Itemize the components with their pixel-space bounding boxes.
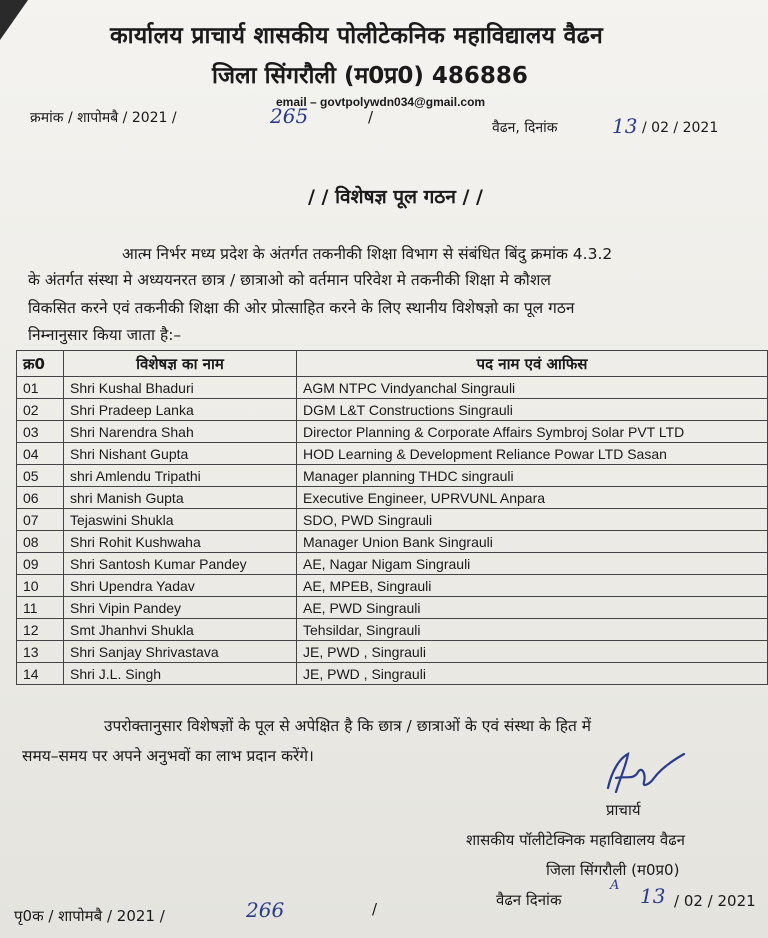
footer-reference-prefix: पृ0क / शापोमबै / 2021 / (14, 907, 165, 925)
footer-reference-number: 266 (246, 898, 285, 922)
row-expert-name: Shri J.L. Singh (64, 663, 297, 685)
reference-slash: / (368, 108, 374, 126)
row-post-office: Manager Union Bank Singrauli (297, 531, 768, 553)
row-expert-name: Shri Narendra Shah (64, 421, 297, 443)
row-serial: 05 (17, 465, 64, 487)
row-post-office: AGM NTPC Vindyanchal Singrauli (297, 377, 768, 399)
header-post-office: पद नाम एवं आफिस (297, 351, 768, 377)
table-row (17, 399, 768, 421)
row-expert-name: Shri Vipin Pandey (64, 597, 297, 619)
row-expert-name: Shri Nishant Gupta (64, 443, 297, 465)
paragraph-line-2: के अंतर्गत संस्था मे अध्ययनरत छात्र / छात्राओ को वर्तमान परिवेश मे तकनीकी शिक्षा मे कौशल (28, 271, 551, 289)
row-post-office: AE, Nagar Nigam Singrauli (297, 553, 768, 575)
row-post-office: Manager planning THDC singrauli (297, 465, 768, 487)
office-subtitle: जिला सिंगरौली (म0प्र0) 486886 (212, 63, 528, 89)
reference-prefix: क्रमांक / शापोमबै / 2021 / (30, 110, 177, 126)
header-serial: क्र0 (17, 351, 64, 377)
row-expert-name: Shri Kushal Bhaduri (64, 377, 297, 399)
table-row (17, 509, 768, 531)
row-post-office: Tehsildar, Singrauli (297, 619, 768, 641)
row-serial: 07 (17, 509, 64, 531)
row-serial: 09 (17, 553, 64, 575)
row-serial: 10 (17, 575, 64, 597)
row-post-office: AE, PWD Singrauli (297, 597, 768, 619)
signature-title: प्राचार्य (606, 801, 641, 819)
principal-signature (598, 748, 688, 800)
table-row (17, 553, 768, 575)
page-corner-shadow (0, 0, 28, 40)
table-row (17, 465, 768, 487)
row-expert-name: Smt Jhanhvi Shukla (64, 619, 297, 641)
row-post-office: Executive Engineer, UPRVUNL Anpara (297, 487, 768, 509)
subject-heading: / / विशेषज्ञ पूल गठन / / (308, 186, 483, 208)
row-expert-name: shri Manish Gupta (64, 487, 297, 509)
signature-date-label: वैढन दिनांक (496, 891, 562, 909)
row-expert-name: Shri Rohit Kushwaha (64, 531, 297, 553)
table-row (17, 443, 768, 465)
row-serial: 13 (17, 641, 64, 663)
row-serial: 03 (17, 421, 64, 443)
row-post-office: JE, PWD , Singrauli (297, 663, 768, 685)
table-row (17, 377, 768, 399)
row-expert-name: Shri Upendra Yadav (64, 575, 297, 597)
table-header-row (17, 351, 768, 377)
row-expert-name: Shri Pradeep Lanka (64, 399, 297, 421)
closing-line-2: समय–समय पर अपने अनुभवों का लाभ प्रदान करेंगे। (22, 747, 314, 765)
table-row (17, 531, 768, 553)
paragraph-line-4: निम्नानुसार किया जाता है:– (28, 326, 182, 344)
reference-date-label: वैढन, दिनांक (492, 120, 558, 136)
closing-line-1: उपरोक्तानुसार विशेषज्ञों के पूल से अपेक्षित है कि छात्र / छात्राओं के एवं संस्था के हित में (104, 717, 592, 735)
row-expert-name: shri Amlendu Tripathi (64, 465, 297, 487)
row-serial: 06 (17, 487, 64, 509)
signature-date-initial: A (610, 878, 620, 893)
row-post-office: JE, PWD , Singrauli (297, 641, 768, 663)
paragraph-line-1: आत्म निर्भर मध्य प्रदेश के अंतर्गत तकनीकी शिक्षा विभाग से संबंधित बिंदु क्रमांक 4.3.2 (122, 245, 613, 263)
office-title: कार्यालय प्राचार्य शासकीय पोलीटेकनिक महाविद्यालय वैढन (110, 23, 604, 49)
reference-date-rest: / 02 / 2021 (642, 120, 719, 136)
row-serial: 02 (17, 399, 64, 421)
row-serial: 01 (17, 377, 64, 399)
row-serial: 08 (17, 531, 64, 553)
row-expert-name: Shri Sanjay Shrivastava (64, 641, 297, 663)
office-email: email – govtpolywdn034@gmail.com (276, 95, 486, 109)
table-row (17, 487, 768, 509)
row-serial: 04 (17, 443, 64, 465)
row-post-office: SDO, PWD Singrauli (297, 509, 768, 531)
row-serial: 11 (17, 597, 64, 619)
paragraph-line-3: विकसित करने एवं तकनीकी शिक्षा की ओर प्रोत्साहित करने के लिए स्थानीय विशेषज्ञो का पूल गठन (28, 299, 575, 317)
signature-date-rest: / 02 / 2021 (674, 892, 756, 910)
row-post-office: AE, MPEB, Singrauli (297, 575, 768, 597)
table-row (17, 575, 768, 597)
row-post-office: Director Planning & Corporate Affairs Symbroj Solar PVT LTD (297, 421, 768, 443)
expert-table (16, 350, 768, 685)
table-row (17, 619, 768, 641)
table-row (17, 641, 768, 663)
header-expert-name: विशेषज्ञ का नाम (64, 351, 297, 377)
row-expert-name: Tejaswini Shukla (64, 509, 297, 531)
row-serial: 12 (17, 619, 64, 641)
row-post-office: DGM L&T Constructions Singrauli (297, 399, 768, 421)
row-expert-name: Shri Santosh Kumar Pandey (64, 553, 297, 575)
signature-district: जिला सिंगरौली (म0प्र0) (546, 861, 680, 879)
row-serial: 14 (17, 663, 64, 685)
table-row (17, 597, 768, 619)
signature-date-day: 13 (640, 884, 666, 908)
reference-date-day: 13 (612, 114, 638, 138)
table-row (17, 663, 768, 685)
signature-organization: शासकीय पॉलीटेक्निक महाविद्यालय वैढन (466, 831, 685, 849)
footer-reference-slash: / (372, 900, 378, 918)
table-row (17, 421, 768, 443)
reference-number: 265 (270, 104, 309, 128)
row-post-office: HOD Learning & Development Reliance Powar LTD Sasan (297, 443, 768, 465)
